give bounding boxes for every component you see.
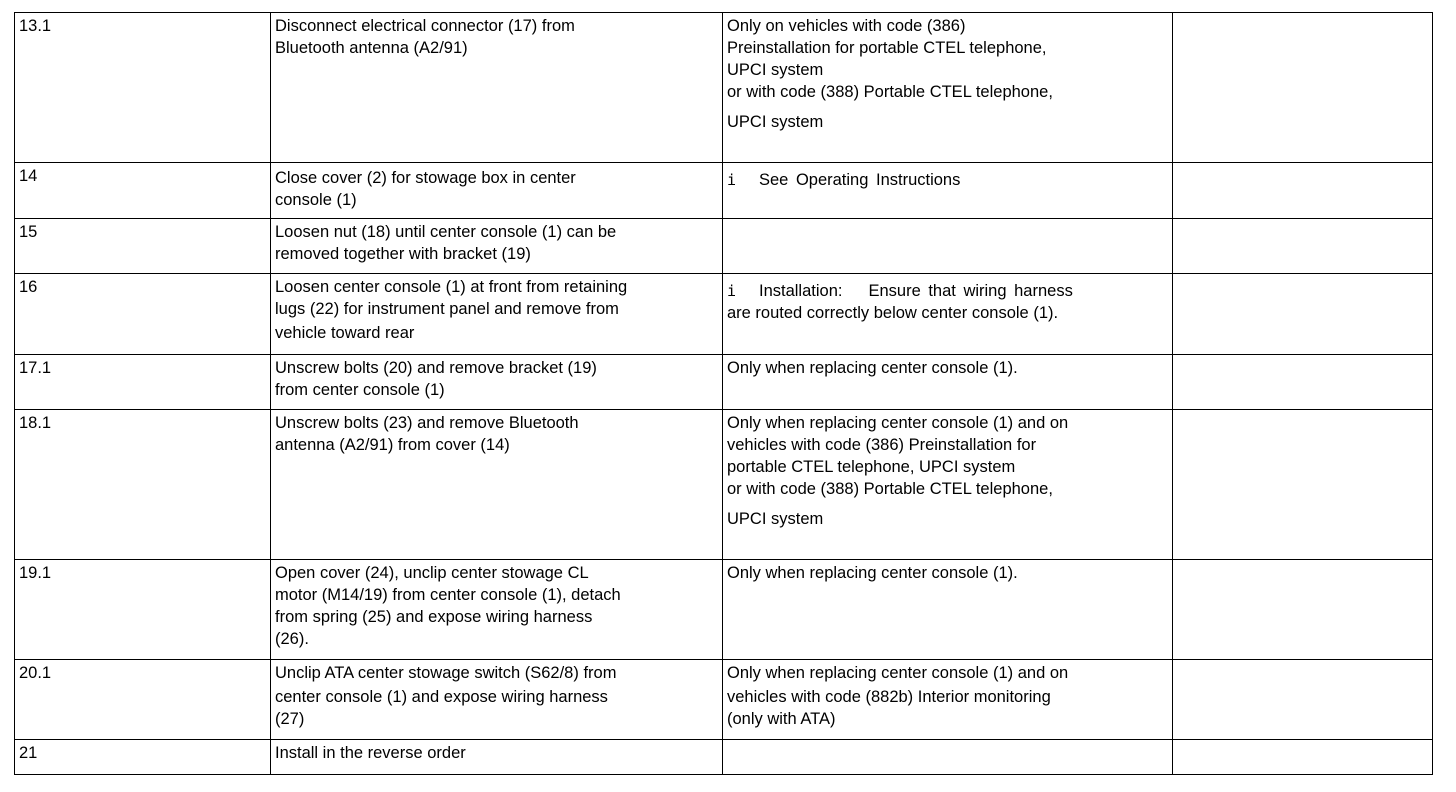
extra-cell	[1173, 274, 1433, 355]
operation-text: removed together with bracket (19)	[275, 245, 531, 263]
operation-text: lugs (22) for instrument panel and remove from	[275, 300, 619, 318]
info-text: Ensure that wiring harness	[868, 282, 1073, 300]
info-icon: i	[727, 171, 737, 189]
operation-cell	[271, 274, 723, 355]
extra-cell	[1173, 163, 1433, 219]
step-number-cell	[15, 410, 271, 560]
table-row	[15, 410, 1433, 560]
operation-cell	[271, 560, 723, 660]
operation-text: Open cover (24), unclip center stowage CL	[275, 564, 589, 582]
operation-cell	[271, 740, 723, 775]
info-line	[727, 280, 1168, 302]
info-text: are routed correctly below center console (1).	[727, 304, 1059, 322]
note-text: or with code (388) Portable CTEL telephone,	[727, 480, 1053, 498]
work-steps-sheet	[14, 12, 1432, 775]
operation-text: from spring (25) and expose wiring harness	[275, 608, 593, 626]
operation-text: center console (1) and expose wiring harness	[275, 688, 608, 706]
operation-cell	[271, 355, 723, 410]
notes-cell	[723, 410, 1173, 560]
notes-cell	[723, 660, 1173, 740]
extra-cell	[1173, 355, 1433, 410]
operation-text: from center console (1)	[275, 381, 445, 399]
extra-cell	[1173, 660, 1433, 740]
notes-cell	[723, 355, 1173, 410]
note-text: UPCI system	[727, 113, 824, 131]
info-text: See Operating Instructions	[759, 171, 961, 189]
note-text: UPCI system	[727, 510, 824, 528]
operation-text: Unscrew bolts (23) and remove Bluetooth	[275, 414, 579, 432]
step-number-cell	[15, 740, 271, 775]
operation-text: (26).	[275, 630, 309, 648]
table-row	[15, 560, 1433, 660]
operation-text: Unscrew bolts (20) and remove bracket (19)	[275, 359, 597, 377]
extra-cell	[1173, 740, 1433, 775]
note-text: vehicles with code (386) Preinstallation for	[727, 436, 1037, 454]
note-text: Preinstallation for portable CTEL telephone,	[727, 39, 1047, 57]
step-number: 15	[19, 223, 38, 241]
operation-text: Install in the reverse order	[275, 744, 466, 762]
operation-text: vehicle toward rear	[275, 324, 415, 342]
notes-cell	[723, 219, 1173, 274]
step-number-cell	[15, 274, 271, 355]
notes-cell	[723, 274, 1173, 355]
notes-cell	[723, 740, 1173, 775]
step-number: 14	[19, 167, 38, 185]
operation-text: Loosen center console (1) at front from retaining	[275, 278, 628, 296]
installation-label: Installation:	[759, 282, 843, 300]
work-steps-table	[14, 12, 1433, 775]
operation-text: Bluetooth antenna (A2/91)	[275, 39, 468, 57]
operation-text: (27)	[275, 710, 305, 728]
step-number-cell	[15, 560, 271, 660]
notes-cell	[723, 163, 1173, 219]
operation-cell	[271, 410, 723, 560]
operation-text: console (1)	[275, 191, 357, 209]
step-number-cell	[15, 163, 271, 219]
note-text: Only when replacing center console (1) and on	[727, 664, 1069, 682]
table-row	[15, 740, 1433, 775]
note-text: UPCI system	[727, 61, 824, 79]
note-text: (only with ATA)	[727, 710, 836, 728]
step-number: 19.1	[19, 564, 52, 582]
operation-text: Unclip ATA center stowage switch (S62/8) from	[275, 664, 617, 682]
extra-cell	[1173, 410, 1433, 560]
operation-cell	[271, 219, 723, 274]
operation-text: antenna (A2/91) from cover (14)	[275, 436, 510, 454]
step-number-cell	[15, 219, 271, 274]
info-icon: i	[727, 282, 737, 300]
info-line	[727, 169, 1168, 191]
note-text: portable CTEL telephone, UPCI system	[727, 458, 1016, 476]
extra-cell	[1173, 560, 1433, 660]
operation-text: motor (M14/19) from center console (1), detach	[275, 586, 621, 604]
table-row	[15, 660, 1433, 740]
note-text: Only on vehicles with code (386)	[727, 17, 966, 35]
notes-cell	[723, 13, 1173, 163]
table-row	[15, 219, 1433, 274]
note-text: or with code (388) Portable CTEL telephone,	[727, 83, 1053, 101]
note-text: vehicles with code (882b) Interior monitoring	[727, 688, 1051, 706]
operation-cell	[271, 13, 723, 163]
extra-cell	[1173, 219, 1433, 274]
notes-cell	[723, 560, 1173, 660]
step-number: 16	[19, 278, 38, 296]
step-number: 18.1	[19, 414, 52, 432]
step-number-cell	[15, 355, 271, 410]
note-text: Only when replacing center console (1).	[727, 564, 1018, 582]
table-row	[15, 13, 1433, 163]
operation-text: Close cover (2) for stowage box in center	[275, 169, 576, 187]
step-number: 20.1	[19, 664, 52, 682]
operation-cell	[271, 660, 723, 740]
step-number-cell	[15, 13, 271, 163]
table-row	[15, 163, 1433, 219]
table-row	[15, 274, 1433, 355]
step-number: 17.1	[19, 359, 52, 377]
operation-cell	[271, 163, 723, 219]
step-number: 21	[19, 744, 38, 762]
operation-text: Disconnect electrical connector (17) from	[275, 17, 575, 35]
table-row	[15, 355, 1433, 410]
step-number: 13.1	[19, 17, 52, 35]
note-text: Only when replacing center console (1) and on	[727, 414, 1069, 432]
operation-text: Loosen nut (18) until center console (1) can be	[275, 223, 617, 241]
extra-cell	[1173, 13, 1433, 163]
step-number-cell	[15, 660, 271, 740]
note-text: Only when replacing center console (1).	[727, 359, 1018, 377]
